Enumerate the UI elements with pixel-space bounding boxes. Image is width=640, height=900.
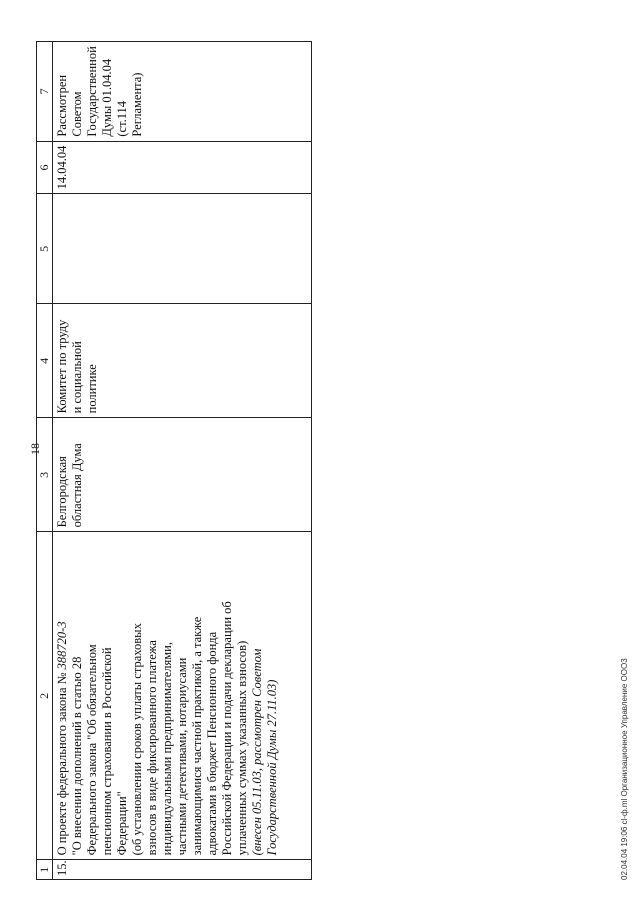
description-line xyxy=(55,536,70,855)
status-line: Рассмотрен Советом xyxy=(55,74,84,137)
description-line: Федерального закона "Об обязательном xyxy=(85,644,99,856)
column-header-2: 2 xyxy=(37,532,53,860)
description-cell xyxy=(53,532,312,860)
description-line: частными детективами, нотариусами xyxy=(175,657,189,856)
description-line: индивидуальными предпринимателями, xyxy=(160,642,174,856)
description-line: взносов в виде фиксированного платежа xyxy=(145,640,159,856)
bill-number: 388720-3 xyxy=(55,621,69,670)
document-table xyxy=(36,41,312,880)
column-header-1: 1 xyxy=(37,860,53,880)
description-line: занимающимися частной практикой, а также xyxy=(190,616,204,856)
description-line: адвокатами в бюджет Пенсионного фонда xyxy=(205,631,219,856)
column-header-7: 7 xyxy=(37,42,53,141)
status-line: Думы 01.04.04 xyxy=(100,58,114,137)
description-note: Государственной Думы 27.11.03) xyxy=(265,679,279,856)
description-line: (об установлении сроков уплаты страховых xyxy=(130,623,144,856)
row-number: 15. xyxy=(55,860,69,876)
description-line: "О внесении дополнений в статью 28 xyxy=(70,656,84,856)
description-line: Федерации" xyxy=(115,791,129,856)
committee-cell xyxy=(53,304,312,418)
description-line: уплаченных суммах указанных взносов) xyxy=(235,640,249,856)
description-line-text: О проекте федерального закона № xyxy=(55,672,69,856)
column-header-3: 3 xyxy=(37,418,53,532)
initiator-line: областная Дума xyxy=(70,443,84,528)
table-row xyxy=(53,42,312,880)
initiator-cell xyxy=(53,418,312,532)
initiator-line: Белгородская xyxy=(55,456,69,528)
row-number-cell xyxy=(53,860,312,880)
page-number: 18 xyxy=(28,443,42,455)
column-header-5: 5 xyxy=(37,194,53,304)
status-line: Государственной xyxy=(85,46,99,137)
header-row xyxy=(37,42,53,880)
status-cell xyxy=(53,42,312,141)
date-cell: 14.04.04 xyxy=(53,141,312,194)
committee-line: политике xyxy=(85,364,99,414)
description-line: пенсионном страховании в Российской xyxy=(100,647,114,856)
description-note: (внесен 05.11.03, рассмотрен Советом xyxy=(250,648,264,856)
column-5-cell xyxy=(53,194,312,304)
status-line: (ст.114 Регламента) xyxy=(115,72,144,137)
committee-line: Комитет по труду xyxy=(55,319,69,414)
column-header-6: 6 xyxy=(37,141,53,194)
column-header-4: 4 xyxy=(37,304,53,418)
committee-line: и социальной xyxy=(70,341,84,414)
description-line: Российской Федерации и подачи декларации об xyxy=(220,601,234,856)
print-footer: 02.04.04 19:06 cl-ф.ml Организационное Управление ООО3 xyxy=(620,658,629,880)
